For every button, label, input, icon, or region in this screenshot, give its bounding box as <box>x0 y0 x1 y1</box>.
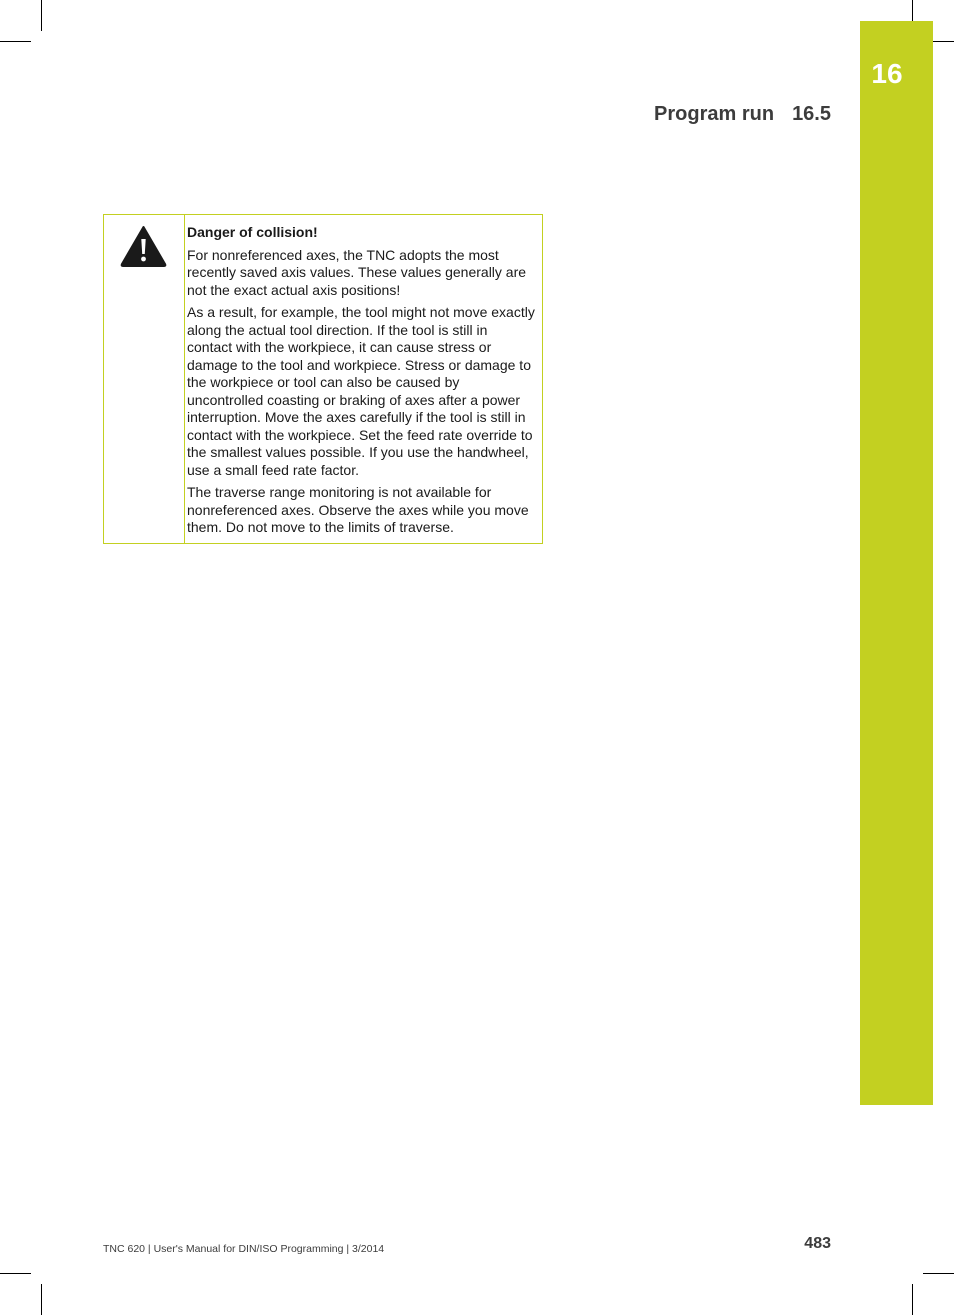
warning-text <box>187 224 535 542</box>
warning-triangle-icon <box>119 224 168 268</box>
warning-box <box>103 214 543 544</box>
chapter-number: 16 <box>871 58 903 89</box>
header-section: 16.5 <box>792 103 831 125</box>
warning-title: Danger of collision! <box>187 224 318 240</box>
crop-mark-bottom-left-horizontal <box>0 1273 31 1274</box>
crop-mark-bottom-right-horizontal <box>923 1273 954 1274</box>
footer-text: TNC 620 | User's Manual for DIN/ISO Programming | 3/2014 <box>103 1243 385 1255</box>
warning-paragraph: As a result, for example, the tool might not move exactly along the actual tool direction. If the tool is still in contact with the workpiece, it can cause stress or damage to the tool and workpiece. Stress or damage to the workpiece or tool can also be caused by uncontrolled coasting or braking of axes after a power interruption. Move the axes carefully if the tool is still in contact with the workpiece. Set the feed rate override to the smallest values possible. If you use the handwheel, use a small feed rate factor. <box>187 304 535 478</box>
crop-mark-bottom-left-vertical <box>41 1284 42 1315</box>
warning-paragraph: The traverse range monitoring is not available for nonreferenced axes. Observe the axes while you move them. Do not move to the limits of traverse. <box>187 484 529 535</box>
crop-mark-bottom-right-vertical <box>912 1284 913 1315</box>
warning-icon-column <box>104 215 185 543</box>
crop-mark-top-right-horizontal <box>933 41 954 42</box>
running-header <box>654 103 831 126</box>
crop-mark-top-right-vertical <box>912 0 913 21</box>
header-title: Program run <box>654 103 775 125</box>
warning-paragraph: For nonreferenced axes, the TNC adopts the most recently saved axis values. These values generally are not the exact actual axis positions! <box>187 246 527 298</box>
chapter-tab <box>860 21 933 1105</box>
crop-mark-top-left-horizontal <box>0 41 31 42</box>
crop-mark-top-left-vertical <box>41 0 42 31</box>
page-number: 483 <box>804 1235 831 1252</box>
